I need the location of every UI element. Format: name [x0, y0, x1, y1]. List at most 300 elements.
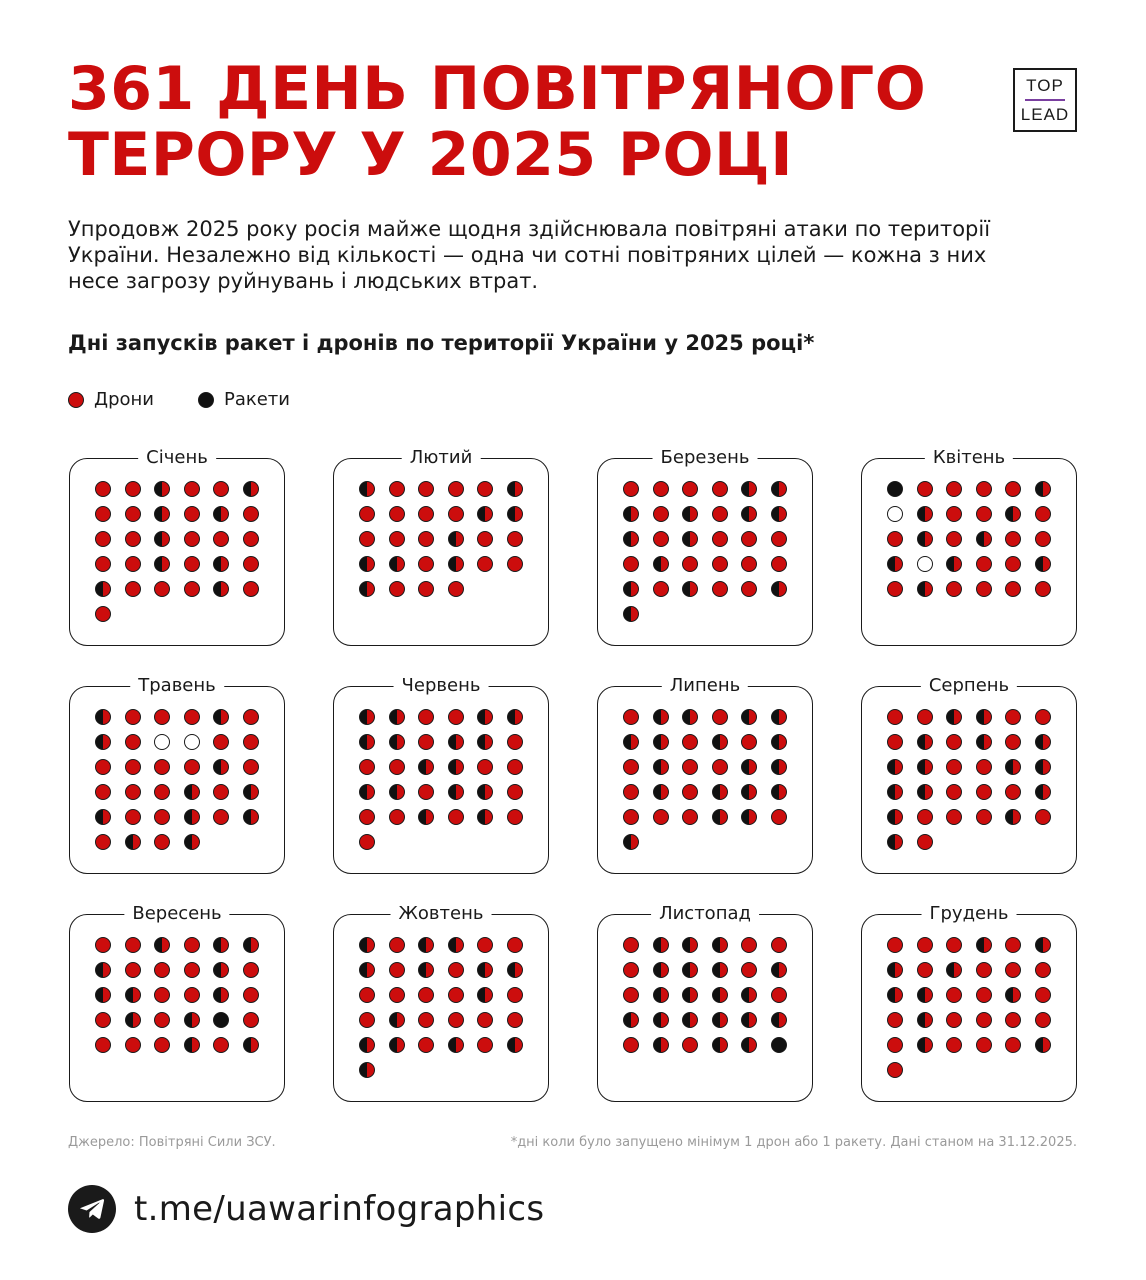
day-dot — [741, 556, 757, 572]
day-dot — [712, 1012, 728, 1028]
day-dot — [95, 606, 111, 622]
logo-divider — [1025, 99, 1065, 101]
day-dot — [653, 809, 669, 825]
day-dot — [741, 506, 757, 522]
day-dot — [154, 734, 170, 750]
day-dot — [1035, 1012, 1051, 1028]
top-lead-logo — [1013, 68, 1077, 132]
day-dot — [507, 709, 523, 725]
day-dot — [359, 759, 375, 775]
day-dot — [741, 937, 757, 953]
day-dot — [623, 937, 639, 953]
day-dot — [418, 506, 434, 522]
day-dot — [125, 556, 141, 572]
day-dot — [682, 1037, 698, 1053]
telegram-link[interactable] — [68, 1185, 544, 1233]
day-dot — [946, 784, 962, 800]
day-dot — [154, 937, 170, 953]
day-dot — [477, 962, 493, 978]
day-dot — [682, 531, 698, 547]
month-card — [597, 447, 813, 646]
day-dot — [418, 556, 434, 572]
day-dot — [682, 809, 698, 825]
day-dot — [243, 531, 259, 547]
day-dot — [448, 1012, 464, 1028]
day-dot — [887, 734, 903, 750]
day-dot — [125, 962, 141, 978]
day-grid — [623, 709, 787, 850]
day-dot — [125, 1012, 141, 1028]
day-dot — [653, 987, 669, 1003]
day-dot — [243, 581, 259, 597]
day-grid — [623, 937, 787, 1053]
day-dot — [653, 506, 669, 522]
day-dot — [917, 581, 933, 597]
day-dot — [125, 506, 141, 522]
day-dot — [682, 987, 698, 1003]
day-dot — [243, 481, 259, 497]
day-dot — [448, 481, 464, 497]
day-dot — [623, 784, 639, 800]
day-dot — [976, 962, 992, 978]
title-line-2: ТЕРОРУ У 2025 РОЦІ — [68, 120, 794, 190]
day-dot — [887, 581, 903, 597]
day-dot — [477, 987, 493, 1003]
day-dot — [682, 709, 698, 725]
day-dot — [653, 709, 669, 725]
day-dot — [917, 1037, 933, 1053]
day-dot — [125, 809, 141, 825]
month-name: Травень — [130, 674, 224, 698]
day-dot — [771, 709, 787, 725]
day-dot — [125, 709, 141, 725]
day-dot — [243, 809, 259, 825]
day-dot — [184, 481, 200, 497]
day-dot — [418, 481, 434, 497]
day-dot — [887, 1037, 903, 1053]
day-dot — [125, 937, 141, 953]
day-dot — [1005, 809, 1021, 825]
month-card — [69, 447, 285, 646]
day-dot — [389, 987, 405, 1003]
day-dot — [917, 987, 933, 1003]
day-dot — [771, 506, 787, 522]
day-dot — [887, 759, 903, 775]
day-dot — [682, 937, 698, 953]
day-dot — [1035, 987, 1051, 1003]
day-dot — [917, 784, 933, 800]
day-dot — [154, 1012, 170, 1028]
day-dot — [946, 709, 962, 725]
day-dot — [359, 784, 375, 800]
day-dot — [448, 506, 464, 522]
day-dot — [712, 784, 728, 800]
day-dot — [946, 759, 962, 775]
day-dot — [95, 531, 111, 547]
day-dot — [359, 1012, 375, 1028]
day-dot — [712, 1037, 728, 1053]
day-dot — [359, 556, 375, 572]
day-dot — [682, 556, 698, 572]
day-dot — [389, 734, 405, 750]
day-dot — [771, 556, 787, 572]
day-dot — [887, 1012, 903, 1028]
day-dot — [1005, 1037, 1021, 1053]
month-card — [69, 675, 285, 874]
day-dot — [507, 784, 523, 800]
month-card — [861, 903, 1077, 1102]
day-dot — [771, 759, 787, 775]
day-dot — [771, 937, 787, 953]
day-dot — [623, 809, 639, 825]
missile-dot-icon — [198, 392, 214, 408]
day-dot — [623, 759, 639, 775]
source-note: Джерело: Повітряні Сили ЗСУ. — [68, 1135, 276, 1150]
day-dot — [653, 962, 669, 978]
day-dot — [507, 734, 523, 750]
day-dot — [507, 759, 523, 775]
day-dot — [154, 784, 170, 800]
day-dot — [771, 962, 787, 978]
day-dot — [712, 987, 728, 1003]
day-dot — [771, 581, 787, 597]
day-dot — [887, 506, 903, 522]
day-dot — [184, 759, 200, 775]
day-dot — [154, 481, 170, 497]
day-dot — [741, 759, 757, 775]
day-dot — [243, 1037, 259, 1053]
day-dot — [712, 531, 728, 547]
day-dot — [507, 506, 523, 522]
day-dot — [887, 709, 903, 725]
day-dot — [623, 987, 639, 1003]
day-dot — [976, 1037, 992, 1053]
day-dot — [887, 531, 903, 547]
day-dot — [95, 581, 111, 597]
day-dot — [741, 1037, 757, 1053]
month-name: Січень — [138, 446, 216, 470]
month-card — [861, 447, 1077, 646]
month-card — [333, 675, 549, 874]
day-dot — [418, 987, 434, 1003]
day-dot — [946, 1012, 962, 1028]
day-dot — [243, 1012, 259, 1028]
month-card — [333, 447, 549, 646]
telegram-link-text[interactable]: t.me/uawarinfographics — [134, 1189, 545, 1229]
day-dot — [1005, 734, 1021, 750]
month-name: Листопад — [651, 902, 759, 926]
day-dot — [418, 734, 434, 750]
day-dot — [448, 709, 464, 725]
day-dot — [213, 1037, 229, 1053]
footnote: *дні коли було запущено мінімум 1 дрон або 1 ракету. Дані станом на 31.12.2025. — [510, 1135, 1077, 1150]
day-dot — [917, 734, 933, 750]
day-dot — [976, 709, 992, 725]
day-dot — [976, 556, 992, 572]
day-dot — [418, 809, 434, 825]
title-line-1: 361 ДЕНЬ ПОВІТРЯНОГО — [68, 54, 927, 124]
day-dot — [887, 784, 903, 800]
day-dot — [125, 759, 141, 775]
day-dot — [448, 937, 464, 953]
day-dot — [917, 834, 933, 850]
day-dot — [95, 809, 111, 825]
day-dot — [359, 1062, 375, 1078]
day-dot — [477, 506, 493, 522]
day-dot — [1005, 784, 1021, 800]
day-dot — [125, 834, 141, 850]
day-dot — [976, 531, 992, 547]
day-dot — [184, 987, 200, 1003]
day-dot — [741, 531, 757, 547]
day-dot — [184, 784, 200, 800]
day-dot — [477, 531, 493, 547]
day-dot — [359, 834, 375, 850]
day-dot — [154, 962, 170, 978]
day-dot — [1005, 581, 1021, 597]
day-dot — [682, 506, 698, 522]
day-grid — [623, 481, 787, 622]
day-dot — [95, 784, 111, 800]
day-dot — [389, 962, 405, 978]
day-dot — [1005, 937, 1021, 953]
day-dot — [917, 962, 933, 978]
day-dot — [213, 734, 229, 750]
day-dot — [1035, 581, 1051, 597]
day-dot — [477, 784, 493, 800]
day-dot — [213, 531, 229, 547]
day-dot — [507, 1012, 523, 1028]
day-dot — [1005, 962, 1021, 978]
day-dot — [917, 531, 933, 547]
day-dot — [712, 481, 728, 497]
day-dot — [213, 987, 229, 1003]
day-dot — [1005, 481, 1021, 497]
day-dot — [917, 937, 933, 953]
day-grid — [95, 709, 259, 850]
day-dot — [946, 734, 962, 750]
day-dot — [184, 734, 200, 750]
day-dot — [917, 809, 933, 825]
month-card — [597, 675, 813, 874]
day-dot — [389, 937, 405, 953]
day-dot — [95, 987, 111, 1003]
day-dot — [95, 506, 111, 522]
day-dot — [95, 1037, 111, 1053]
day-dot — [653, 481, 669, 497]
day-dot — [1005, 531, 1021, 547]
lead-paragraph: Упродовж 2025 року росія майже щодня здійснювала повітряні атаки по території України. Незалежно від кількості — одна чи сотні повітряних цілей — кожна з них несе загрозу руйнувань і людських втрат. — [68, 217, 991, 293]
day-dot — [184, 1037, 200, 1053]
day-dot — [887, 987, 903, 1003]
day-dot — [389, 1012, 405, 1028]
day-dot — [418, 581, 434, 597]
day-dot — [448, 556, 464, 572]
day-dot — [213, 506, 229, 522]
day-grid — [887, 937, 1051, 1078]
day-dot — [213, 759, 229, 775]
day-dot — [1035, 759, 1051, 775]
page-title — [68, 56, 968, 188]
day-dot — [213, 581, 229, 597]
day-dot — [1035, 937, 1051, 953]
day-dot — [712, 809, 728, 825]
month-name: Липень — [662, 674, 748, 698]
day-dot — [154, 1037, 170, 1053]
day-dot — [623, 581, 639, 597]
day-dot — [213, 784, 229, 800]
day-dot — [389, 709, 405, 725]
day-dot — [653, 734, 669, 750]
day-dot — [623, 556, 639, 572]
day-dot — [359, 962, 375, 978]
day-dot — [887, 962, 903, 978]
day-dot — [946, 1037, 962, 1053]
day-dot — [712, 709, 728, 725]
day-dot — [389, 784, 405, 800]
day-dot — [653, 937, 669, 953]
day-dot — [682, 759, 698, 775]
month-card — [333, 903, 549, 1102]
day-dot — [917, 709, 933, 725]
day-dot — [507, 937, 523, 953]
day-dot — [682, 481, 698, 497]
day-dot — [477, 709, 493, 725]
day-dot — [243, 784, 259, 800]
day-dot — [154, 506, 170, 522]
day-dot — [976, 506, 992, 522]
day-dot — [448, 809, 464, 825]
day-dot — [243, 987, 259, 1003]
day-dot — [477, 556, 493, 572]
legend-drones — [68, 389, 154, 410]
day-dot — [418, 1012, 434, 1028]
day-dot — [1035, 709, 1051, 725]
day-dot — [771, 1037, 787, 1053]
day-dot — [682, 784, 698, 800]
day-grid — [359, 937, 523, 1078]
day-dot — [389, 1037, 405, 1053]
day-dot — [184, 556, 200, 572]
day-dot — [887, 834, 903, 850]
month-name: Лютий — [402, 446, 481, 470]
day-dot — [946, 556, 962, 572]
day-dot — [976, 581, 992, 597]
day-dot — [389, 581, 405, 597]
day-dot — [712, 581, 728, 597]
day-dot — [741, 784, 757, 800]
day-dot — [1035, 1037, 1051, 1053]
month-card — [597, 903, 813, 1102]
day-dot — [1035, 784, 1051, 800]
legend-drones-label: Дрони — [94, 389, 154, 410]
day-dot — [741, 481, 757, 497]
day-dot — [359, 987, 375, 1003]
day-dot — [623, 531, 639, 547]
day-dot — [243, 734, 259, 750]
day-dot — [507, 531, 523, 547]
day-dot — [389, 809, 405, 825]
day-dot — [184, 506, 200, 522]
day-dot — [184, 962, 200, 978]
day-dot — [448, 962, 464, 978]
day-dot — [623, 1037, 639, 1053]
day-dot — [418, 784, 434, 800]
day-dot — [653, 556, 669, 572]
day-dot — [213, 1012, 229, 1028]
day-dot — [682, 1012, 698, 1028]
month-name: Серпень — [921, 674, 1017, 698]
day-dot — [389, 531, 405, 547]
day-dot — [477, 759, 493, 775]
day-dot — [771, 481, 787, 497]
day-dot — [95, 1012, 111, 1028]
day-dot — [946, 506, 962, 522]
legend-missiles — [198, 389, 290, 410]
day-dot — [389, 759, 405, 775]
day-grid — [359, 709, 523, 850]
month-card — [861, 675, 1077, 874]
day-dot — [917, 556, 933, 572]
day-dot — [154, 987, 170, 1003]
day-dot — [243, 506, 259, 522]
day-dot — [359, 734, 375, 750]
day-dot — [95, 834, 111, 850]
day-dot — [712, 962, 728, 978]
day-dot — [448, 531, 464, 547]
day-dot — [1005, 506, 1021, 522]
day-dot — [976, 759, 992, 775]
day-dot — [917, 481, 933, 497]
day-dot — [623, 1012, 639, 1028]
day-dot — [623, 834, 639, 850]
day-dot — [213, 809, 229, 825]
day-dot — [125, 987, 141, 1003]
day-dot — [125, 1037, 141, 1053]
day-dot — [477, 481, 493, 497]
day-dot — [184, 1012, 200, 1028]
day-dot — [623, 606, 639, 622]
day-dot — [1035, 531, 1051, 547]
day-dot — [741, 962, 757, 978]
day-dot — [976, 987, 992, 1003]
day-dot — [418, 531, 434, 547]
day-dot — [887, 937, 903, 953]
day-dot — [213, 937, 229, 953]
day-dot — [125, 734, 141, 750]
day-dot — [95, 481, 111, 497]
day-dot — [448, 784, 464, 800]
day-dot — [917, 506, 933, 522]
day-dot — [976, 809, 992, 825]
month-name: Жовтень — [391, 902, 492, 926]
day-grid — [887, 481, 1051, 597]
day-dot — [946, 937, 962, 953]
day-dot — [946, 809, 962, 825]
logo-bottom-text: LEAD — [1020, 104, 1070, 124]
day-dot — [418, 709, 434, 725]
telegram-icon — [68, 1185, 116, 1233]
day-dot — [771, 531, 787, 547]
day-dot — [243, 556, 259, 572]
day-dot — [507, 1037, 523, 1053]
day-dot — [712, 556, 728, 572]
day-dot — [154, 834, 170, 850]
day-dot — [741, 809, 757, 825]
day-grid — [95, 481, 259, 622]
day-dot — [154, 581, 170, 597]
day-dot — [682, 962, 698, 978]
